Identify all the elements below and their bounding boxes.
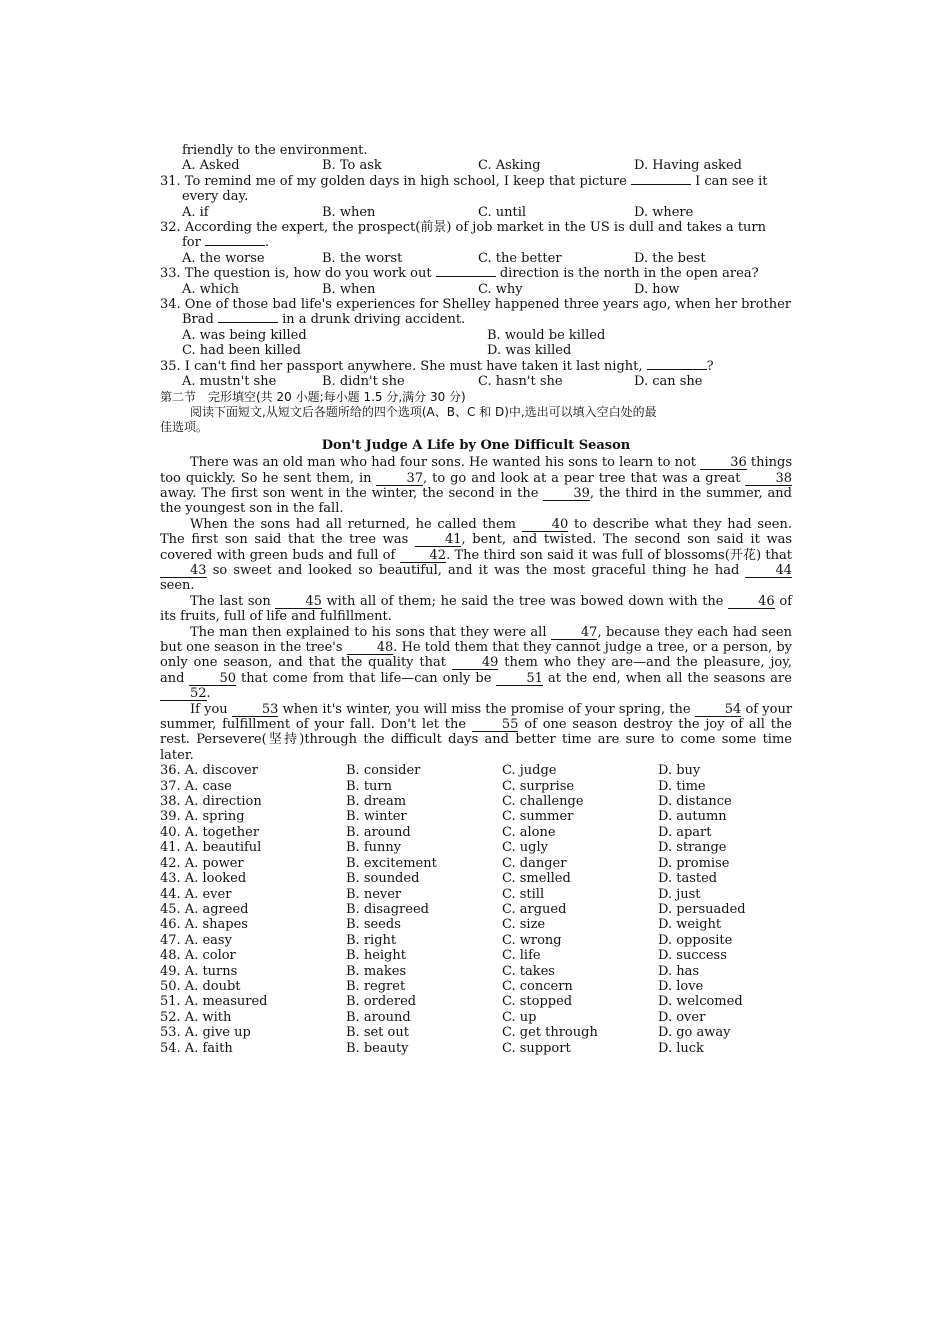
passage-paragraph-4: The man then explained to his sons that they were all 47, because they each had seen but one season in the tree's 48. He told them that they cannot judge a tree, or a person, by only one season, and that the quality that 49 them who they are—and the pleasure, joy, and 50 that come from that life—can only be 51 at the end, when all the seasons are 52.: [160, 624, 792, 702]
section-instruction: 阅读下面短文,从短文后各题所给的四个选项(A、B、C 和 D)中,选出可以填入空白处的最: [190, 404, 657, 419]
cloze-blank: 49: [452, 656, 499, 670]
cloze-option-a: 48. A. color: [160, 948, 236, 964]
cloze-option-d: D. autumn: [658, 809, 727, 825]
option-c: C. until: [478, 204, 527, 220]
cloze-option-a: 53. A. give up: [160, 1025, 251, 1041]
cloze-option-a: 36. A. discover: [160, 763, 258, 779]
cloze-option-a: 37. A. case: [160, 778, 232, 794]
answer-blank: [218, 322, 278, 323]
cloze-option-d: D. has: [658, 963, 700, 979]
cloze-option-row: [160, 794, 792, 809]
option-d: D. was killed: [487, 343, 572, 359]
cloze-option-row: [160, 902, 792, 917]
question-35-options: [160, 374, 792, 389]
cloze-option-c: C. support: [502, 1040, 571, 1056]
answer-blank: [647, 369, 707, 370]
cloze-option-d: D. weight: [658, 917, 722, 933]
cloze-option-d: D. luck: [658, 1040, 704, 1056]
cloze-option-b: B. excitement: [346, 855, 437, 871]
cloze-option-a: 42. A. power: [160, 855, 244, 871]
cloze-option-a: 45. A. agreed: [160, 901, 249, 917]
cloze-option-c: C. surprise: [502, 778, 575, 794]
option-d: D. the best: [634, 250, 706, 266]
cloze-option-c: C. wrong: [502, 932, 562, 948]
cloze-blank: 51: [496, 672, 543, 686]
cloze-option-a: 43. A. looked: [160, 871, 247, 887]
cloze-option-c: C. get through: [502, 1025, 598, 1041]
cloze-option-row: [160, 1041, 792, 1056]
option-b: B. didn't she: [322, 374, 405, 390]
cloze-option-a: 38. A. direction: [160, 794, 262, 810]
cloze-option-b: B. around: [346, 1009, 411, 1025]
cloze-option-b: B. regret: [346, 978, 406, 994]
option-b: B. the worst: [322, 250, 403, 266]
cloze-blank: 44: [745, 564, 792, 578]
question-31-options: [160, 205, 792, 220]
passage-paragraph-1: There was an old man who had four sons. He wanted his sons to learn to not 36 things too quickly. So he sent them, in 37, to go and look at a pear tree that was a great 38 away. The first son went in the winter, the second in the 39, the third in the summer, and the youngest son in the fall.: [160, 455, 793, 517]
cloze-option-b: B. turn: [346, 778, 393, 794]
cloze-option-d: D. go away: [658, 1025, 731, 1041]
cloze-blank: 40: [522, 518, 569, 532]
option-a: A. which: [182, 281, 239, 297]
cloze-option-d: D. distance: [658, 794, 732, 810]
cloze-option-row: [160, 825, 792, 840]
cloze-blank: 38: [745, 472, 792, 486]
cloze-option-b: B. consider: [346, 763, 421, 779]
section-instruction-cont: 佳选项。: [160, 420, 209, 435]
cloze-option-a: 50. A. doubt: [160, 978, 241, 994]
cloze-blank: 43: [160, 564, 207, 578]
question-34-options-row1: [160, 328, 792, 343]
cloze-option-row: [160, 1010, 792, 1025]
cloze-option-d: D. love: [658, 978, 704, 994]
cloze-option-a: 49. A. turns: [160, 963, 238, 979]
cloze-option-c: C. concern: [502, 978, 573, 994]
cloze-option-b: B. funny: [346, 840, 402, 856]
cloze-option-c: C. danger: [502, 855, 567, 871]
cloze-option-row: [160, 948, 792, 963]
question-34-stem-cont: Brad in a drunk driving accident.: [182, 312, 466, 328]
question-34-options-row2: [160, 343, 792, 358]
cloze-option-c: C. up: [502, 1009, 537, 1025]
cloze-option-a: 44. A. ever: [160, 886, 232, 902]
answer-blank: [631, 184, 691, 185]
cloze-blank: 41: [415, 533, 462, 547]
cloze-option-b: B. set out: [346, 1025, 409, 1041]
cloze-option-c: C. takes: [502, 963, 555, 979]
option-c: C. hasn't she: [478, 374, 563, 390]
cloze-option-d: D. apart: [658, 824, 712, 840]
question-34-stem: 34. One of those bad life's experiences for Shelley happened three years ago, when her brother: [160, 297, 792, 313]
cloze-option-row: [160, 871, 792, 886]
cloze-option-a: 47. A. easy: [160, 932, 232, 948]
option-a: A. the worse: [182, 250, 265, 266]
prev-question-options: [160, 158, 792, 173]
cloze-option-a: 40. A. together: [160, 824, 260, 840]
cloze-option-c: C. stopped: [502, 994, 573, 1010]
cloze-option-a: 54. A. faith: [160, 1040, 233, 1056]
exam-content: [160, 143, 792, 1056]
cloze-option-row: [160, 917, 792, 932]
cloze-option-c: C. still: [502, 886, 545, 902]
cloze-options-list: [160, 763, 792, 1056]
cloze-option-row: [160, 809, 792, 824]
cloze-option-c: C. argued: [502, 901, 567, 917]
option-a: A. Asked: [182, 158, 240, 174]
cloze-blank: 39: [543, 487, 590, 501]
cloze-option-row: [160, 779, 792, 794]
option-c: C. why: [478, 281, 523, 297]
section-heading: 第二节 完形填空(共 20 小题;每小题 1.5 分,满分 30 分): [160, 389, 466, 404]
passage-paragraph-3: The last son 45 with all of them; he said the tree was bowed down with the 46 of its fruits, full of life and fulfillment.: [160, 593, 792, 625]
cloze-option-a: 51. A. measured: [160, 994, 268, 1010]
cloze-option-b: B. never: [346, 886, 402, 902]
cloze-blank: 55: [472, 718, 519, 732]
question-32-stem: 32. According the expert, the prospect(前景) of job market in the US is dull and takes a turn: [160, 220, 766, 236]
passage-title: Don't Judge A Life by One Difficult Season: [321, 437, 631, 453]
cloze-option-row: [160, 840, 792, 855]
cloze-option-d: D. welcomed: [658, 994, 743, 1010]
cloze-option-row: [160, 887, 792, 902]
cloze-option-b: B. makes: [346, 963, 407, 979]
option-c: C. Asking: [478, 158, 541, 174]
cloze-option-d: D. success: [658, 948, 727, 964]
cloze-option-row: [160, 856, 792, 871]
cloze-option-c: C. life: [502, 948, 541, 964]
cloze-blank: 54: [695, 703, 742, 717]
cloze-option-b: B. ordered: [346, 994, 417, 1010]
option-b: B. To ask: [322, 158, 382, 174]
cloze-option-c: C. smelled: [502, 871, 571, 887]
cloze-option-b: B. right: [346, 932, 397, 948]
cloze-option-d: D. promise: [658, 855, 730, 871]
cloze-blank: 42: [400, 549, 447, 563]
cloze-option-row: [160, 979, 792, 994]
cloze-option-b: B. height: [346, 948, 406, 964]
cloze-option-row: [160, 964, 792, 979]
cloze-option-c: C. challenge: [502, 794, 584, 810]
cloze-option-c: C. judge: [502, 763, 557, 779]
option-d: D. Having asked: [634, 158, 742, 174]
option-a: A. if: [182, 204, 209, 220]
option-d: D. how: [634, 281, 680, 297]
cloze-option-row: [160, 1025, 792, 1040]
option-b: B. when: [322, 204, 376, 220]
cloze-option-b: B. sounded: [346, 871, 420, 887]
option-d: D. where: [634, 204, 694, 220]
question-32-options: [160, 251, 792, 266]
question-33-stem: 33. The question is, how do you work out direction is the north in the open area?: [160, 266, 759, 282]
cloze-option-b: B. disagreed: [346, 901, 429, 917]
question-32-stem-cont: for .: [182, 235, 270, 251]
option-b: B. when: [322, 281, 376, 297]
cloze-option-a: 39. A. spring: [160, 809, 245, 825]
cloze-option-d: D. just: [658, 886, 701, 902]
question-31-stem-cont: every day.: [182, 189, 249, 205]
option-a: A. was being killed: [182, 327, 307, 343]
cloze-option-b: B. around: [346, 824, 411, 840]
cloze-option-d: D. over: [658, 1009, 706, 1025]
passage-paragraph-2: When the sons had all returned, he called them 40 to describe what they had seen. The first son said that the tree was 41, bent, and twisted. The second son said it was covered with green buds and full of 42. The third son said it was full of blossoms(开花) that 43 so sweet and looked so beautiful, and it was the most graceful thing he had 44 seen.: [160, 516, 793, 594]
question-31-stem: 31. To remind me of my golden days in high school, I keep that picture I can see it: [160, 173, 768, 189]
answer-blank: [436, 276, 496, 277]
question-35-stem: 35. I can't find her passport anywhere. She must have taken it last night, ?: [160, 358, 714, 374]
cloze-option-a: 46. A. shapes: [160, 917, 248, 933]
cloze-option-c: C. size: [502, 917, 546, 933]
cloze-blank: 47: [551, 626, 598, 640]
cloze-option-a: 41. A. beautiful: [160, 840, 262, 856]
cloze-option-d: D. buy: [658, 763, 701, 779]
cloze-blank: 48: [347, 641, 394, 655]
cloze-option-d: D. tasted: [658, 871, 718, 887]
cloze-option-row: [160, 994, 792, 1009]
cloze-option-b: B. dream: [346, 794, 407, 810]
option-a: A. mustn't she: [182, 374, 277, 390]
passage-paragraph-5: If you 53 when it's winter, you will miss the promise of your spring, the 54 of your summer, fulfillment of your fall. Don't let the 55 of one season destroy the joy of all the rest. Persevere(坚持)through the difficult days and better time are sure to come some time later.: [160, 701, 793, 763]
prev-question-stem: friendly to the environment.: [182, 143, 368, 158]
cloze-blank: 50: [189, 672, 236, 686]
cloze-option-b: B. beauty: [346, 1040, 409, 1056]
cloze-blank: 46: [728, 595, 775, 609]
cloze-option-d: D. time: [658, 778, 706, 794]
answer-blank: [205, 245, 265, 246]
cloze-option-a: 52. A. with: [160, 1009, 232, 1025]
cloze-option-d: D. strange: [658, 840, 727, 856]
option-b: B. would be killed: [487, 327, 606, 343]
cloze-blank: 45: [275, 595, 322, 609]
cloze-blank: 53: [232, 703, 279, 717]
cloze-option-b: B. seeds: [346, 917, 401, 933]
question-33-options: [160, 282, 792, 297]
cloze-blank: 52: [160, 687, 207, 701]
option-c: C. the better: [478, 250, 562, 266]
option-c: C. had been killed: [182, 343, 301, 359]
cloze-option-b: B. winter: [346, 809, 407, 825]
cloze-option-c: C. ugly: [502, 840, 548, 856]
cloze-blank: 36: [700, 456, 747, 470]
cloze-option-c: C. alone: [502, 824, 556, 840]
cloze-option-c: C. summer: [502, 809, 574, 825]
cloze-option-row: [160, 763, 792, 778]
cloze-option-d: D. opposite: [658, 932, 733, 948]
cloze-blank: 37: [376, 472, 423, 486]
cloze-option-d: D. persuaded: [658, 901, 746, 917]
cloze-option-row: [160, 933, 792, 948]
option-d: D. can she: [634, 374, 703, 390]
